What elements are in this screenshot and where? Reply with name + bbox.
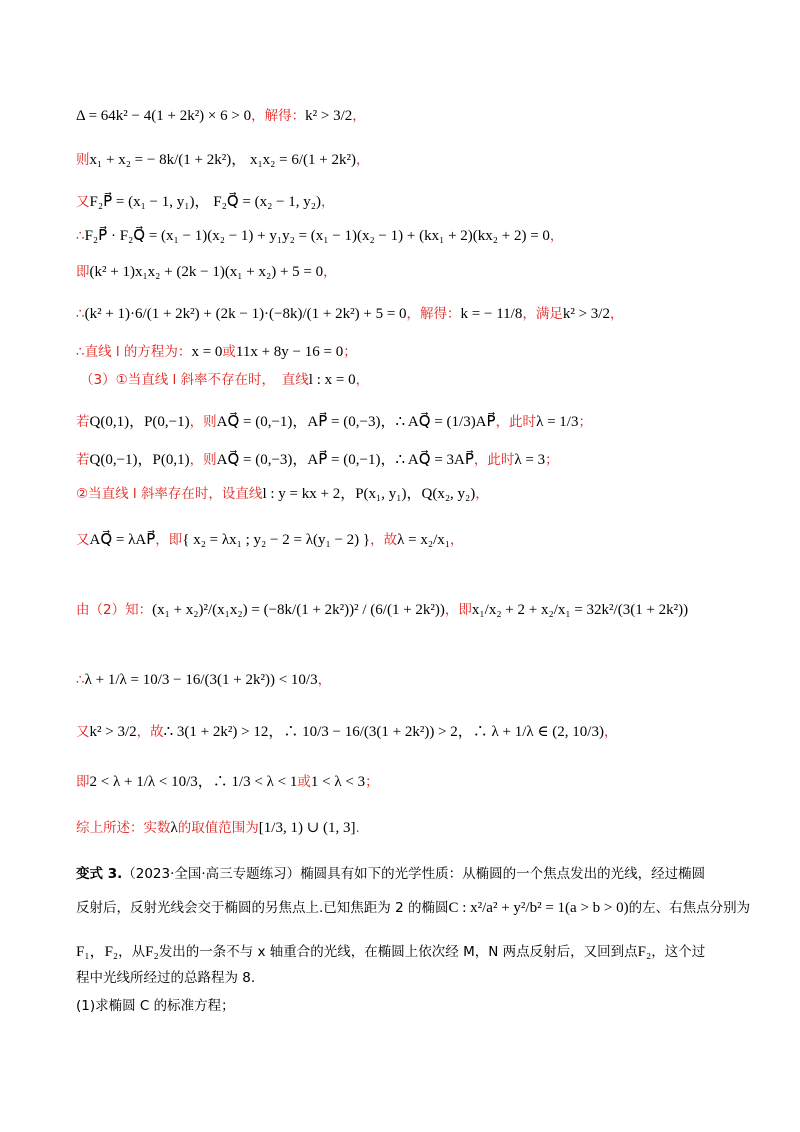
- solution-text: ，则: [189, 452, 217, 468]
- vertical-line-math: l : x = 0: [308, 372, 356, 388]
- range-math: ，∴ 10/3 − 16/(3(1 + 2k²)) > 2，∴ λ + 1/λ ∈ (2, 10/3): [268, 724, 604, 740]
- solution-text: 或: [297, 774, 311, 790]
- variant-line-1: [76, 864, 726, 884]
- solution-text: ∴: [76, 228, 85, 244]
- solution-text: ，即: [155, 532, 183, 548]
- variant-text: 椭圆具有如下的光学性质：从椭圆的一个焦点发出的光线，经过椭圆: [300, 866, 706, 882]
- lambda-symbol: λ: [170, 820, 178, 836]
- condition-math: k² > 3/2: [305, 108, 353, 124]
- punctuation: ；: [545, 452, 559, 468]
- solution-text: 又: [76, 194, 90, 210]
- solution-text: 或: [222, 344, 236, 360]
- ratio-sum-math: x₁/x₂ + 2 + x₂/x₁ = 32k²/(3(1 + 2k²)): [471, 602, 689, 618]
- solution-line-5: [76, 262, 337, 282]
- solution-line-4: [76, 226, 563, 246]
- punctuation: ，: [609, 306, 624, 322]
- solution-line-15: [76, 722, 617, 742]
- solution-text: ∴: [76, 672, 85, 688]
- punctuation: ，: [475, 486, 489, 502]
- ellipse-equation-math: C : x²/a² + y²/b² = 1(a > b > 0): [448, 900, 629, 916]
- lambda-ratio-math: λ = x₂/x₁: [397, 532, 450, 548]
- punctuation: ，: [317, 672, 332, 688]
- variant-text: 发出的一条不与 x 轴重合的光线，在椭圆上依次经 M，N 两点反射后，又回到点: [158, 944, 638, 960]
- dot-product-math: F₂P⃗ · F₂Q⃗ = (x₁ − 1)(x₂ − 1) + y₁y₂ = (x₁ − 1)(x₂ − 1) + (kx₁ + 2)(kx₂ + 2) = 0: [84, 228, 550, 244]
- points-math: ，P(x₁, y₁)，Q(x₂, y₂): [340, 486, 476, 502]
- solution-text: ，故: [136, 724, 164, 740]
- punctuation: .: [355, 820, 360, 836]
- punctuation: ，: [352, 108, 366, 124]
- solution-text: ②当直线 l 斜率存在时，设直线: [76, 486, 263, 502]
- vectors-math: AQ⃗ = (0,−3)，AP⃗ = (0,−1)，∴ AQ⃗ = 3AP⃗: [216, 452, 474, 468]
- solution-line-9: [76, 412, 592, 432]
- lambda-value-math: λ = 1/3: [536, 414, 579, 430]
- condition-math: k² > 3/2: [562, 306, 610, 322]
- solution-text: 即: [76, 774, 90, 790]
- solution-text: 即: [76, 264, 90, 280]
- solution-line-12: [76, 530, 463, 550]
- variant-text: ，从: [118, 944, 146, 960]
- solution-line-8: [80, 370, 369, 390]
- solution-text: ，解得：: [251, 108, 306, 124]
- vectors-math: AQ⃗ = (0,−1)，AP⃗ = (0,−3)，∴ AQ⃗ = (1/3)AP⃗: [216, 414, 496, 430]
- substituted-equation-math: (k² + 1)·6/(1 + 2k²) + (2k − 1)·(−8k)/(1 + 2k²) + 5 = 0: [84, 306, 407, 322]
- solution-line-6: [76, 304, 623, 324]
- variant-text: 的左、右焦点分别为: [628, 900, 751, 916]
- solution-text: ∴: [76, 306, 85, 322]
- solution-text: ，解得：: [406, 306, 461, 322]
- discriminant-math: Δ = 64k² − 4(1 + 2k²) × 6 > 0: [76, 108, 252, 124]
- punctuation: ，: [549, 228, 564, 244]
- solution-line-14: [76, 670, 331, 690]
- focus-f2-math: F₂: [637, 944, 652, 960]
- focus-f2-math: F₂: [145, 944, 159, 960]
- solution-line-7: [76, 342, 357, 362]
- foci-math: F₁，F₂: [76, 944, 119, 960]
- ratio-math: (x₁ + x₂)²/(x₁x₂) = (−8k/(1 + 2k²))² / (6/(1 + 2k²)): [152, 602, 445, 618]
- punctuation: ，: [356, 152, 370, 168]
- lambda-value-math: λ = 3: [514, 452, 546, 468]
- line-equation-2: 11x + 8y − 16 = 0: [235, 344, 344, 360]
- condition-math: k² > 3/2: [89, 724, 137, 740]
- expanded-equation-math: (k² + 1)x₁x₂ + (2k − 1)(x₁ + x₂) + 5 = 0: [89, 264, 324, 280]
- solution-line-13: [76, 600, 688, 620]
- solution-text: 若: [76, 452, 90, 468]
- solution-line-16: [76, 772, 379, 792]
- system-math: { x₂ = λx₁ ; y₂ − 2 = λ(y₁ − 2) }: [182, 532, 371, 548]
- vector-relation-math: AQ⃗ = λAP⃗: [89, 532, 156, 548]
- solution-text: 又: [76, 532, 90, 548]
- solution-text: ，满足: [522, 306, 563, 322]
- sum-roots-math: x₁ + x₂ = − 8k/(1 + 2k²): [89, 152, 232, 168]
- question-1: [76, 996, 726, 1016]
- variant-text: 程中光线所经过的总路程为 8.: [76, 970, 256, 986]
- question-text: (1)求椭圆 C 的标准方程；: [76, 998, 235, 1014]
- lambda-range-2: 1 < λ < 3: [310, 774, 366, 790]
- punctuation: ，: [323, 264, 337, 280]
- variant-line-2: [76, 898, 751, 918]
- solution-text: ，故: [370, 532, 398, 548]
- punctuation: ；: [343, 344, 357, 360]
- punctuation: ，: [355, 372, 370, 388]
- solution-text: 则: [76, 152, 90, 168]
- variant-text: ，这个过: [651, 944, 706, 960]
- solution-line-10: [76, 450, 559, 470]
- solution-text: 由（2）知：: [76, 602, 153, 618]
- variant-line-3: [76, 942, 726, 962]
- solution-line-17: [76, 818, 360, 838]
- punctuation: ；: [365, 774, 379, 790]
- product-roots-math: ， x₁x₂ = 6/(1 + 2k²): [231, 152, 356, 168]
- solution-text: 综上所述：实数: [76, 820, 171, 836]
- inequality-math: 2 < λ + 1/λ < 10/3: [89, 774, 198, 790]
- solution-line-11: [76, 484, 489, 504]
- vector-f2q-math: ， F₂Q⃗ = (x₂ − 1, y₂): [194, 194, 321, 210]
- k-value-math: k = − 11/8: [460, 306, 523, 322]
- solution-line-2: [76, 150, 370, 170]
- punctuation: ，: [321, 194, 335, 210]
- solution-text: ，则: [189, 414, 217, 430]
- vector-f2p-math: F₂P⃗ = (x₁ − 1, y₁): [89, 194, 195, 210]
- inequality-math: ∴ 3(1 + 2k²) > 12: [163, 724, 269, 740]
- punctuation: ；: [578, 414, 592, 430]
- points-math: Q(0,−1)，P(0,1): [89, 452, 190, 468]
- solution-text: （3）①当直线 l 斜率不存在时， 直线: [80, 372, 309, 388]
- punctuation: ，: [449, 532, 464, 548]
- solution-text: 又: [76, 724, 90, 740]
- lambda-range-1: ，∴ 1/3 < λ < 1: [197, 774, 298, 790]
- variant-text: 反射后，反射光线会交于椭圆的另焦点上.已知焦距为 2 的椭圆: [76, 900, 449, 916]
- solution-text: ∴直线 l 的方程为：: [76, 344, 192, 360]
- solution-line-3: [76, 192, 335, 212]
- line-equation-1: x = 0: [191, 344, 223, 360]
- solution-text: 若: [76, 414, 90, 430]
- lambda-sum-math: λ + 1/λ = 10/3 − 16/(3(1 + 2k²)) < 10/3: [84, 672, 318, 688]
- variant-label: 变式 3.: [76, 866, 123, 882]
- points-math: Q(0,1)，P(0,−1): [89, 414, 190, 430]
- solution-text: ，此时: [473, 452, 515, 468]
- final-range-math: [1/3, 1) ∪ (1, 3]: [258, 820, 356, 836]
- solution-text: ，此时: [495, 414, 537, 430]
- variant-line-4: [76, 968, 726, 988]
- solution-text: ，即: [444, 602, 472, 618]
- variant-source: （2023·全国·高三专题练习）: [122, 866, 301, 882]
- solution-text: 的取值范围为: [177, 820, 259, 836]
- solution-line-1: [76, 106, 366, 126]
- line-equation-math: l : y = kx + 2: [262, 486, 341, 502]
- punctuation: ，: [603, 724, 618, 740]
